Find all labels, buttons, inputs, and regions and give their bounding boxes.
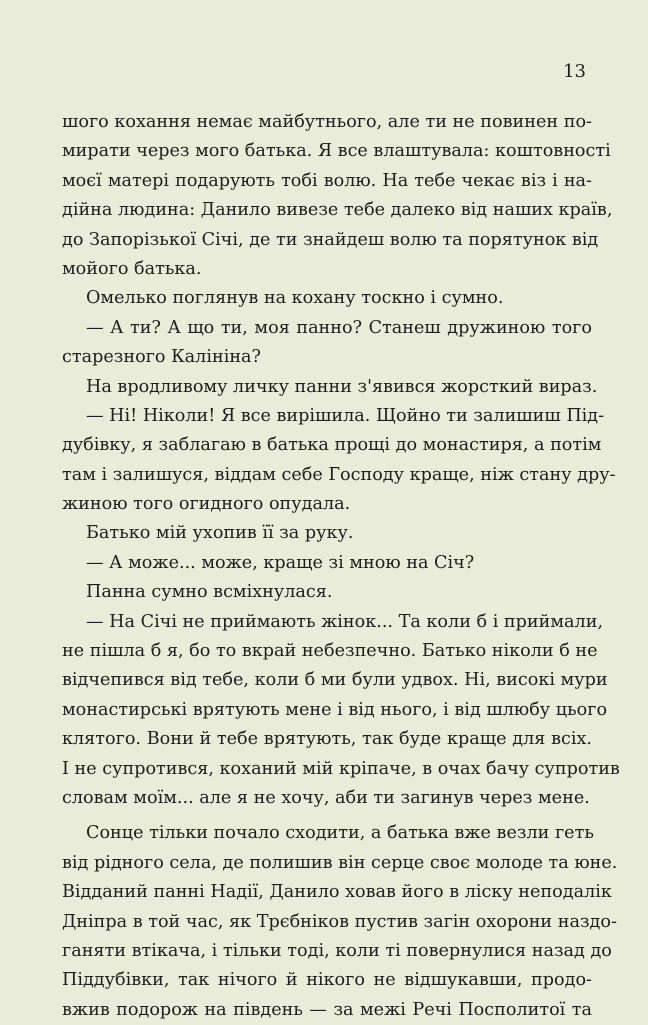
text-line: моєї матері подарують тобі волю. На тебе чекає віз і на- (62, 170, 592, 191)
text-line: там і залишуся, віддам себе Господу краще, ніж стану дру- (62, 464, 616, 485)
text-line: Омелько поглянув на кохану тоскно і сумно. (86, 288, 504, 309)
text-line: Батько мій ухопив її за руку. (86, 523, 354, 544)
page-number: 13 (563, 61, 586, 82)
text-line: до Запорізької Січі, де ти знайдеш волю та порятунок від (62, 229, 599, 250)
text-line: дубівку, я заблагаю в батька прощі до монастиря, а потім (62, 435, 602, 456)
text-line: шого кохання немає майбутнього, але ти не повинен по- (62, 112, 592, 132)
text-line: Панна сумно всміхнулася. (86, 582, 333, 603)
text-line: На вродливому личку панни з'явився жорсткий вираз. (86, 376, 598, 397)
text-line: — А ти? А що ти, моя панно? Станеш дружиною того (86, 317, 592, 338)
text-line: Відданий панні Надії, Данило ховав його в ліску неподалік (62, 882, 612, 903)
text-line: жиною того огидного опудала. (62, 494, 351, 515)
text-line: І не супротився, коханий мій кріпаче, в очах бачу супротив (62, 758, 620, 779)
text-line: мирати через мого батька. Я все влаштувала: коштовності (62, 141, 611, 162)
text-line: клятого. Вони й тебе врятують, так буде краще для всіх. (62, 729, 592, 750)
text-line: — На Січі не приймають жінок... Та коли б і приймали, (86, 611, 604, 632)
text-line: від рідного села, де полишив він серце своє молоде та юне. (62, 852, 618, 873)
text-line: — Ні! Ніколи! Я все вирішила. Щойно ти залишиш Під- (86, 405, 605, 426)
text-line: Піддубівки, так нічого й нікого не відшукавши, продо- (62, 970, 592, 991)
text-line: дійна людина: Данило вивезе тебе далеко від наших країв, (62, 200, 613, 221)
text-line: Сонце тільки почало сходити, а батька вже везли геть (86, 823, 594, 844)
text-line: відчепився від тебе, коли б ми були удвох. Ні, високі мури (62, 670, 608, 691)
text-line: ганяти втікача, і тільки тоді, коли ті повернулися назад до (62, 940, 612, 961)
text-line: монастирські врятують мене і від нього, і від шлюбу цього (62, 699, 608, 720)
text-line: Дніпра в той час, як Трєбніков пустив загін охорони наздо- (62, 911, 617, 932)
text-line: мойого батька. (62, 258, 202, 279)
text-line: старезного Калініна? (62, 347, 261, 368)
text-line: не пішла б я, бо то вкрай небезпечно. Батько ніколи б не (62, 641, 598, 662)
text-line: словам моїм... але я не хочу, аби ти загинув через мене. (62, 787, 590, 808)
text-line: вжив подорож на південь — за межі Речі Посполитої та (62, 999, 592, 1020)
body-text (62, 108, 620, 1025)
text-line: — А може... може, краще зі мною на Січ? (86, 552, 475, 573)
